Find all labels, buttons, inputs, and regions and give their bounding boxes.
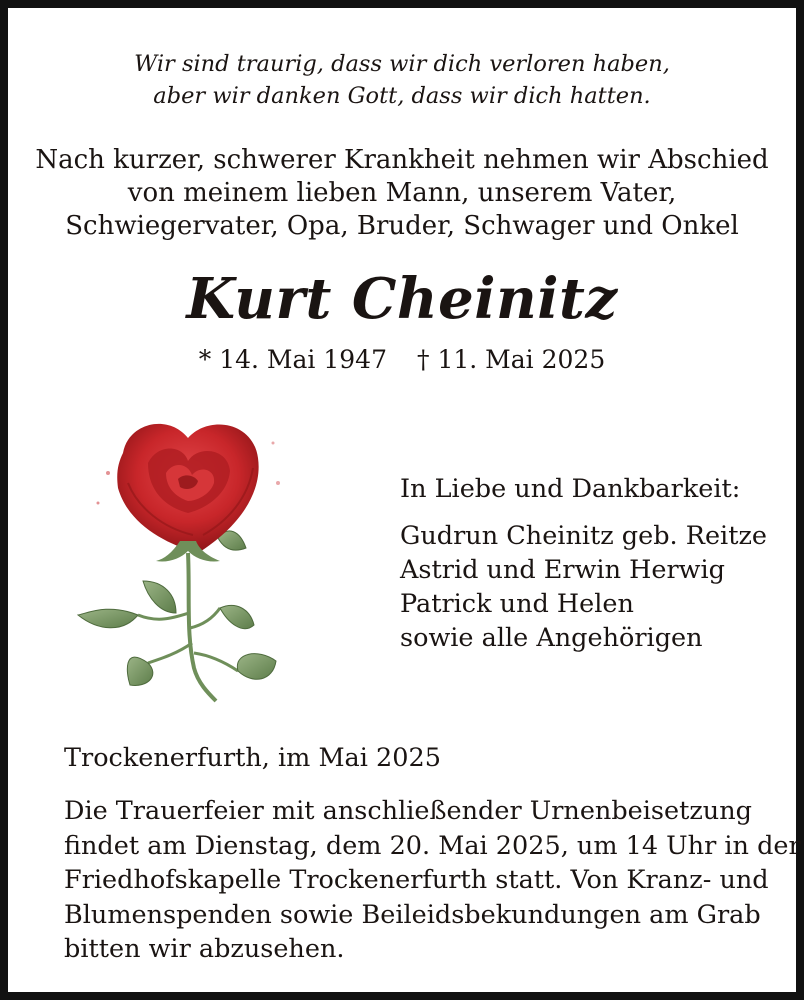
notice-line-5: bitten wir abzusehen. bbox=[64, 934, 345, 964]
life-dates bbox=[8, 342, 796, 378]
mourner-name: Patrick und Helen bbox=[400, 589, 634, 619]
funeral-notice bbox=[64, 794, 801, 967]
birth-date: * 14. Mai 1947 bbox=[198, 345, 387, 374]
rose-illustration bbox=[68, 413, 298, 713]
mourner-name: Astrid und Erwin Herwig bbox=[400, 555, 725, 585]
mourner-name: Gudrun Cheinitz geb. Reitze bbox=[400, 521, 767, 551]
intro-line-3: Schwiegervater, Opa, Bruder, Schwager und Onkel bbox=[65, 211, 739, 241]
quote-line-2: aber wir danken Gott, dass wir dich hatten. bbox=[153, 83, 651, 109]
mourners-block bbox=[400, 472, 800, 655]
mourner-name: sowie alle Angehörigen bbox=[400, 623, 703, 653]
intro-line-1: Nach kurzer, schwerer Krankheit nehmen wir Abschied bbox=[35, 145, 769, 175]
quote-line-1: Wir sind traurig, dass wir dich verloren haben, bbox=[134, 51, 670, 77]
mourners-heading: In Liebe und Dankbarkeit: bbox=[400, 474, 741, 504]
place-date: Trockenerfurth, im Mai 2025 bbox=[64, 743, 441, 773]
notice-line-3: Friedhofskapelle Trockenerfurth statt. Von Kranz- und bbox=[64, 865, 769, 895]
deceased-name: Kurt Cheinitz bbox=[186, 266, 618, 332]
intro-line-2: von meinem lieben Mann, unserem Vater, bbox=[127, 178, 677, 208]
death-date: † 11. Mai 2025 bbox=[417, 345, 606, 374]
notice-line-1: Die Trauerfeier mit anschließender Urnenbeisetzung bbox=[64, 796, 752, 826]
notice-line-2: findet am Dienstag, dem 20. Mai 2025, um 14 Uhr in der bbox=[64, 830, 801, 861]
opening-quote bbox=[8, 48, 796, 112]
intro-text bbox=[8, 144, 796, 243]
notice-line-4: Blumenspenden sowie Beileidsbekundungen am Grab bbox=[64, 899, 761, 930]
